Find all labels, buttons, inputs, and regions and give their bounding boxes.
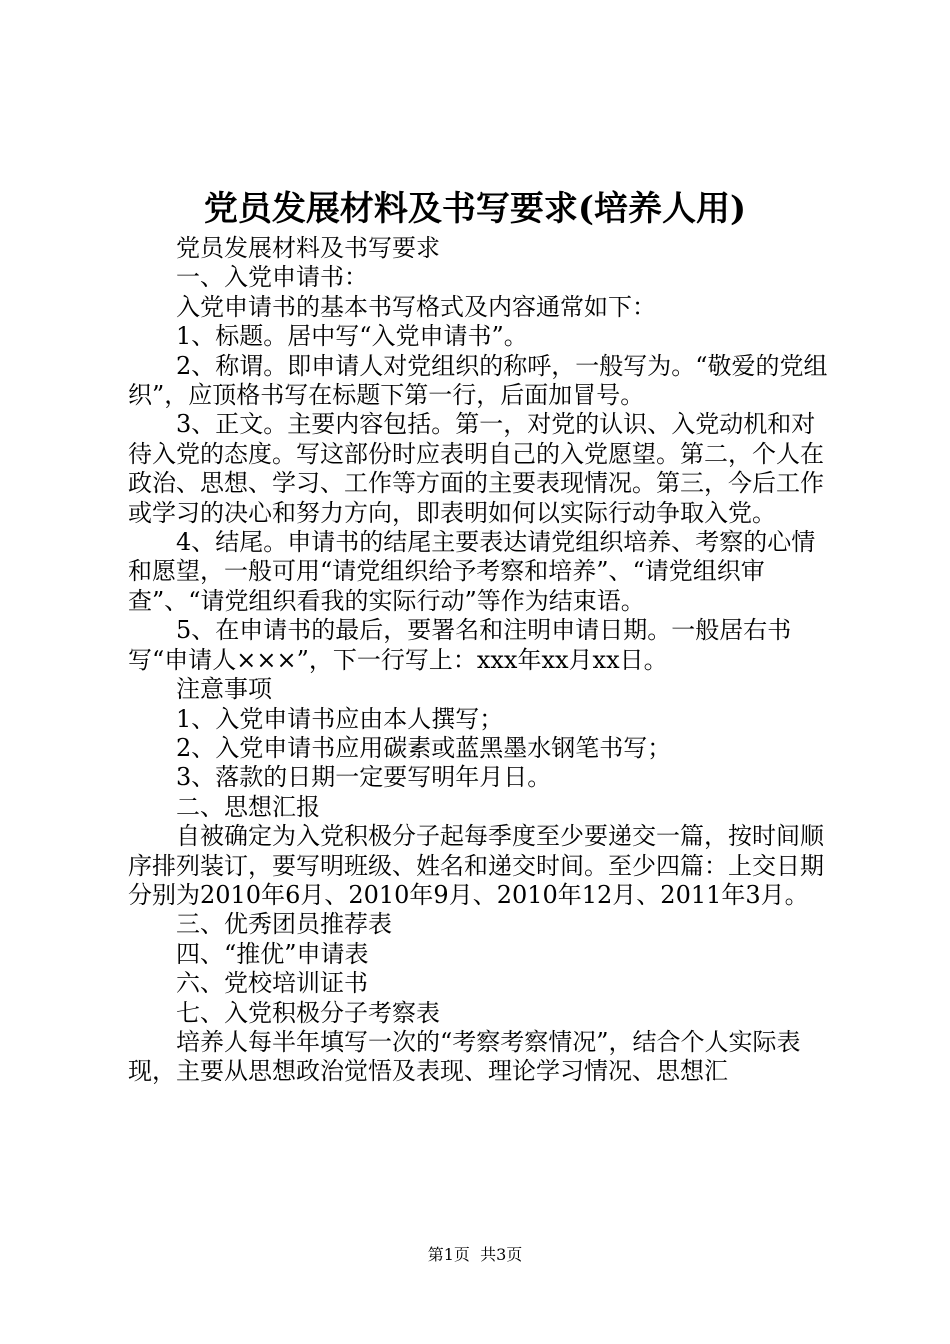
paragraph: 2、称谓。即申请人对党组织的称呼，一般写为。“敬爱的党组织”，应顶格书写在标题下第一行，后面加冒号。 [128,351,828,410]
paragraph: 三、优秀团员推荐表 [176,910,392,939]
paragraph: 自被确定为入党积极分子起每季度至少要递交一篇，按时间顺序排列装订，要写明班级、姓名和递交时间。至少四篇：上交日期分别为2010年6月、2010年9月、2010年12月、2011年3月。 [128,822,824,909]
paragraph: 二、思想汇报 [176,792,320,821]
paragraph: 六、党校培训证书 [176,969,368,998]
paragraph: 四、“推优”申请表 [176,939,369,968]
paragraph: 1、标题。居中写“入党申请书”。 [176,322,528,351]
paragraph: 培养人每半年填写一次的“考察考察情况”，结合个人实际表现，主要从思想政治觉悟及表现、理论学习情况、思想汇 [128,1027,801,1086]
paragraph: 2、入党申请书应用碳素或蓝黑墨水钢笔书写； [176,733,672,762]
document-title: 党员发展材料及书写要求(培养人用) [203,189,747,229]
paragraph: 3、落款的日期一定要写明年月日。 [176,763,552,792]
paragraph: 党员发展材料及书写要求 [176,234,440,262]
paragraph: 4、结尾。申请书的结尾主要表达请党组织培养、考察的心情和愿望，一般可用“请党组织给予考察和培养”、“请党组织审查”、“请党组织看我的实际行动”等作为结束语。 [128,528,816,615]
paragraph: 七、入党积极分子考察表 [176,998,440,1027]
paragraph: 入党申请书的基本书写格式及内容通常如下： [176,292,656,321]
paragraph: 注意事项 [176,675,272,704]
document-body [128,234,828,1087]
paragraph: 1、入党申请书应由本人撰写； [176,704,504,733]
paragraph: 3、正文。主要内容包括。第一，对党的认识、入党动机和对待入党的态度。写这部份时应表明自己的入党愿望。第二，个人在政治、思想、学习、工作等方面的主要表现情况。第三，今后工作或学习的决心和努力方向，即表明如何以实际行动争取入党。 [128,410,824,527]
paragraph: 一、入党申请书： [176,263,368,292]
paragraph: 5、在申请书的最后，要署名和注明申请日期。一般居右书写“申请人×××”，下一行写上：xxx年xx月xx日。 [128,616,792,674]
page-footer: 第1页 共3页 [427,1245,523,1264]
